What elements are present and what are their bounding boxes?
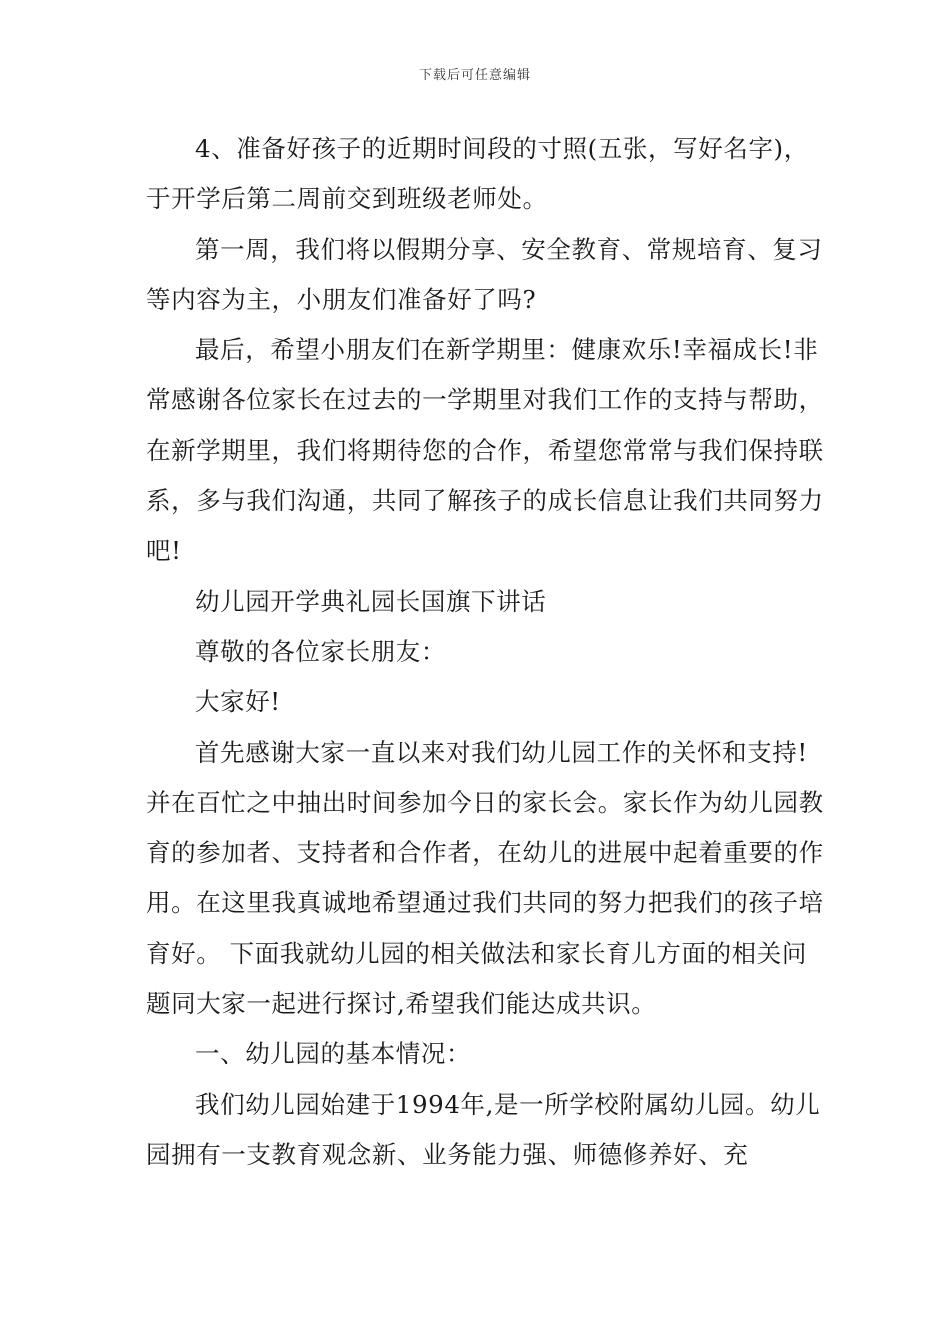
paragraph-thanks: 首先感谢大家一直以来对我们幼儿园工作的关怀和支持!并在百忙之中抽出时间参加今日的家长会。家长作为幼儿园教育的参加者、支持者和合作者，在幼儿的进展中起着重要的作用。在这里我真诚地希望通过我们共同的努力把我们的孩子培育好。 下面我就幼儿园的相关做法和家长育儿方面的相关问题同大家一起进行探讨,希望我们能达成共识。 [146, 737, 824, 1019]
paragraph-kindergarten-history: 我们幼儿园始建于1994年,是一所学校附属幼儿园。幼儿园拥有一支教育观念新、业务能力强、师德修养好、充 [146, 1089, 821, 1169]
paragraph-first-week: 第一周，我们将以假期分享、安全教育、常规培育、复习等内容为主，小朋友们准备好了吗? [146, 234, 823, 314]
page-header-note: 下载后可任意编辑 [418, 68, 531, 83]
section-heading-basic-info: 一、幼儿园的基本情况： [195, 1039, 472, 1069]
paragraph-photo-requirement: 4、准备好孩子的近期时间段的寸照(五张，写好名字)，于开学后第二周前交到班级老师处。 [146, 134, 809, 214]
salutation: 尊敬的各位家长朋友： [195, 636, 446, 666]
document-body [146, 124, 826, 1180]
speech-title: 幼儿园开学典礼园长国旗下讲话 [195, 586, 547, 616]
greeting: 大家好! [195, 687, 281, 717]
paragraph-closing-wishes: 最后，希望小朋友们在新学期里：健康欢乐!幸福成长!非常感谢各位家长在过去的一学期里对我们工作的支持与帮助，在新学期里，我们将期待您的合作，希望您常常与我们保持联系，多与我们沟通，共同了解孩子的成长信息让我们共同努力吧! [146, 335, 824, 566]
